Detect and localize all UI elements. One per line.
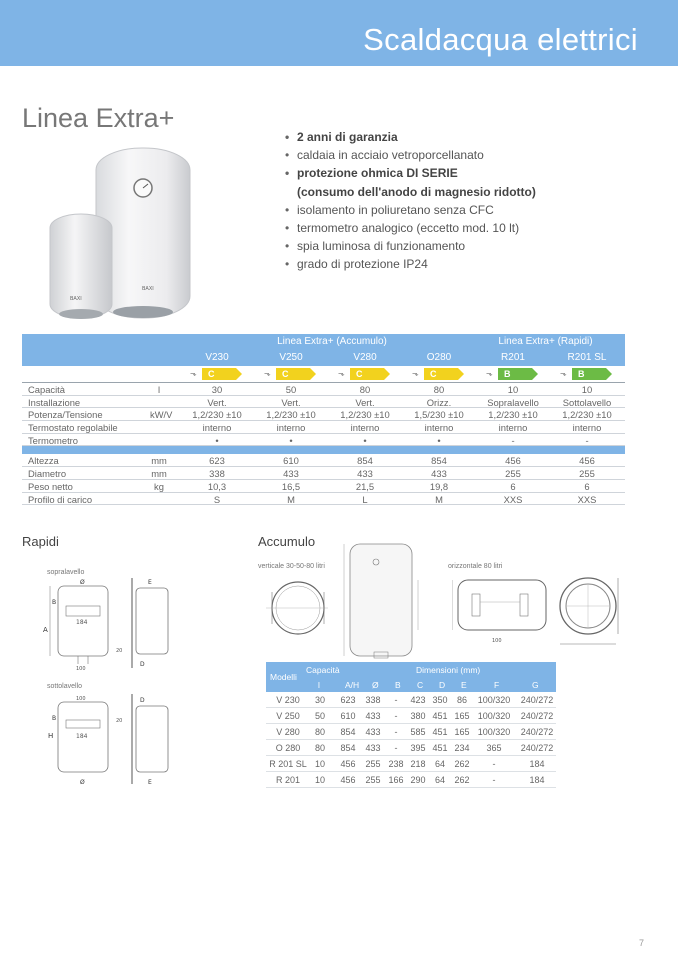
feature-list — [285, 128, 536, 274]
spec-cell: • — [289, 434, 293, 446]
spec-cell: 255 — [579, 468, 595, 480]
spec-cell: • — [215, 434, 219, 446]
brand-logo-large: BAXI — [142, 286, 154, 292]
tap-icon: ⬎ — [560, 369, 567, 378]
dim-label: 20 — [116, 648, 123, 654]
dimension-cell: 50 — [314, 711, 325, 721]
spec-cell: M — [287, 493, 295, 505]
feature-item: • spia luminosa di funzionamento — [285, 237, 536, 255]
dimension-cell: 338 — [365, 695, 381, 705]
dimension-cell: 80 — [314, 743, 325, 753]
dimension-cell: 238 — [388, 759, 404, 769]
spec-cell: 1,2/230 ±10 — [488, 409, 538, 421]
dimension-cell: 433 — [365, 743, 381, 753]
model-col: R201 — [501, 352, 525, 363]
spec-row-label: Installazione — [28, 396, 81, 408]
feature-item: • termometro analogico (eccetto mod. 10 lt) — [285, 219, 536, 237]
dimension-cell: 456 — [340, 759, 356, 769]
spec-cell: Sopralavello — [487, 396, 539, 408]
sub-col: E — [461, 680, 467, 690]
horizontal-end-diagram — [556, 572, 626, 652]
svg-text:A: A — [43, 626, 48, 634]
sub-col: B — [395, 680, 401, 690]
dimension-cell: 234 — [454, 743, 470, 753]
tap-icon: ⬎ — [412, 369, 419, 378]
spec-cell: 854 — [431, 455, 447, 467]
dimension-cell: 30 — [314, 695, 325, 705]
energy-class-badge: C — [202, 368, 236, 380]
spec-cell: 255 — [505, 468, 521, 480]
spec-cell: 338 — [209, 468, 225, 480]
orizzontale-label: orizzontale 80 litri — [448, 563, 503, 570]
dim-label: 100 — [492, 638, 502, 644]
spec-cell: 456 — [579, 455, 595, 467]
energy-class-row — [22, 366, 625, 382]
dimension-cell: 100/320 — [477, 727, 511, 737]
spec-row-unit: l — [157, 384, 161, 395]
spec-table-header — [22, 334, 625, 366]
dim-label: 184 — [76, 733, 88, 740]
col-capacita: Capacità — [306, 665, 340, 675]
product-line-title: Linea Extra+ — [22, 103, 175, 133]
spec-cell: 610 — [283, 455, 299, 467]
dimension-cell: 80 — [314, 727, 325, 737]
feature-item: • caldaia in acciaio vetroporcellanato — [285, 146, 536, 164]
dim-label: 100 — [76, 666, 86, 671]
dimensions-row — [266, 740, 556, 756]
spec-row-label: Altezza — [28, 455, 59, 467]
dimensions-row — [266, 724, 556, 740]
spec-cell: - — [585, 434, 589, 446]
dimension-cell: 166 — [388, 775, 404, 785]
dimensions-row — [266, 692, 556, 708]
model-cell: O 280 — [275, 743, 301, 753]
model-col: V230 — [205, 352, 229, 363]
svg-text:H: H — [48, 732, 54, 740]
dimension-cell: 240/272 — [520, 695, 554, 705]
spec-cell: 1,2/230 ±10 — [266, 409, 316, 421]
energy-class-badge: B — [572, 368, 606, 380]
spec-cell: interno — [350, 422, 380, 434]
dimension-cell: - — [492, 759, 496, 769]
spec-cell: 10 — [507, 384, 519, 395]
spec-row — [22, 467, 625, 480]
spec-cell: interno — [424, 422, 454, 434]
energy-label — [560, 368, 618, 380]
energy-class-badge: C — [350, 368, 384, 380]
spec-row-label: Profilo di carico — [28, 493, 93, 505]
spec-row-unit: mm — [151, 455, 167, 467]
model-cell: V 230 — [276, 695, 300, 705]
dimension-cell: 10 — [314, 775, 325, 785]
sottolavello-label: sottolavello — [47, 683, 83, 690]
spec-cell: interno — [276, 422, 306, 434]
section-title-rapidi: Rapidi — [22, 534, 59, 549]
spec-row-label: Termostato regolabile — [28, 422, 118, 434]
dimension-cell: 240/272 — [520, 711, 554, 721]
sub-col: F — [494, 680, 500, 690]
svg-text:Ø: Ø — [80, 779, 85, 786]
dimension-cell: 854 — [340, 727, 356, 737]
dimension-cell: 380 — [410, 711, 426, 721]
dimension-cell: 433 — [365, 727, 381, 737]
dimension-cell: 350 — [432, 695, 448, 705]
page-header — [0, 0, 678, 66]
col-dimensioni: Dimensioni (mm) — [416, 665, 481, 675]
svg-text:D: D — [140, 661, 145, 668]
spec-row-label: Peso netto — [28, 480, 73, 492]
spec-cell: 6 — [510, 480, 516, 492]
dimension-cell: 64 — [434, 775, 445, 785]
page-title: Scaldacqua elettrici — [363, 22, 638, 57]
feature-item: • 2 anni di garanzia — [285, 128, 536, 146]
spec-cell: 80 — [433, 384, 445, 395]
sottolavello-side-diagram — [130, 692, 180, 787]
dimension-cell: 451 — [432, 743, 448, 753]
spec-row-label: Capacità — [28, 384, 66, 395]
energy-class-badge: C — [424, 368, 458, 380]
group-accumulo: Linea Extra+ (Accumulo) — [277, 336, 387, 347]
feature-item: (consumo dell'anodo di magnesio ridotto) — [297, 184, 536, 199]
spec-cell: 623 — [209, 455, 225, 467]
spec-cell: 1,2/230 ±10 — [192, 409, 242, 421]
spec-cell: Vert. — [207, 396, 227, 408]
spec-row — [22, 454, 625, 467]
spec-cell: 10 — [581, 384, 593, 395]
feature-item: • grado di protezione IP24 — [285, 255, 536, 273]
spec-cell: M — [435, 493, 443, 505]
spec-cell: interno — [498, 422, 528, 434]
model-cell: R 201 — [275, 775, 301, 785]
dim-label: 100 — [76, 696, 86, 702]
spec-row-label: Diametro — [28, 468, 67, 480]
dimensions-row — [266, 756, 556, 772]
dimensions-table — [266, 662, 556, 788]
dimension-cell: 184 — [529, 775, 545, 785]
tap-icon: ⬎ — [338, 369, 345, 378]
energy-label — [412, 368, 470, 380]
dimension-cell: 100/320 — [477, 695, 511, 705]
spec-row — [22, 493, 625, 506]
spec-cell: 10,3 — [207, 480, 227, 492]
dimensions-table-header — [266, 662, 556, 692]
dimension-cell: 255 — [365, 759, 381, 769]
spec-cell: Orizz. — [426, 396, 452, 408]
spec-cell: 19,8 — [429, 480, 449, 492]
sub-col: l — [318, 680, 320, 690]
dimension-cell: 64 — [434, 759, 445, 769]
spec-cell: interno — [202, 422, 232, 434]
dimension-cell: 451 — [432, 711, 448, 721]
sub-col: C — [417, 680, 424, 690]
dimension-cell: 255 — [365, 775, 381, 785]
tap-icon: ⬎ — [264, 369, 271, 378]
spec-cell: 21,5 — [355, 480, 375, 492]
vertical-top-diagram — [262, 572, 332, 642]
dimension-cell: 240/272 — [520, 743, 554, 753]
brand-logo-small: BAXI — [70, 296, 82, 302]
verticale-label: verticale 30-50-80 litri — [258, 563, 325, 570]
svg-text:B: B — [52, 599, 57, 606]
spec-row — [22, 383, 625, 396]
model-cell: V 280 — [276, 727, 300, 737]
dimension-cell: 456 — [340, 775, 356, 785]
spec-cell: 80 — [359, 384, 371, 395]
dimension-cell: 262 — [454, 775, 470, 785]
dim-label: 184 — [76, 619, 88, 626]
dimension-cell: 86 — [456, 695, 467, 705]
spec-table — [22, 334, 625, 505]
svg-text:E: E — [148, 579, 152, 586]
dimension-cell: - — [394, 743, 398, 753]
spec-row-unit: kW/V — [150, 409, 173, 421]
dimension-cell: - — [394, 727, 398, 737]
dimension-cell: 395 — [410, 743, 426, 753]
spec-cell: • — [437, 434, 441, 446]
sub-col: Ø — [372, 680, 379, 690]
dimension-cell: - — [492, 775, 496, 785]
spec-cell: 1,5/230 ±10 — [414, 409, 464, 421]
model-col: R201 SL — [567, 352, 607, 363]
dimension-cell: 585 — [410, 727, 426, 737]
spec-cell: 30 — [211, 384, 223, 395]
model-col: V280 — [353, 352, 377, 363]
spec-cell: L — [362, 493, 368, 505]
spec-cell: 433 — [357, 468, 373, 480]
dimension-cell: 433 — [365, 711, 381, 721]
energy-label — [264, 368, 322, 380]
dimension-cell: - — [394, 695, 398, 705]
sub-col: A/H — [345, 680, 360, 690]
model-col: V250 — [279, 352, 303, 363]
energy-label — [486, 368, 544, 380]
group-rapidi: Linea Extra+ (Rapidi) — [498, 336, 593, 347]
dimension-cell: 623 — [340, 695, 356, 705]
dimension-cell: 290 — [410, 775, 426, 785]
spec-cell: 456 — [505, 455, 521, 467]
spec-row-unit: kg — [154, 480, 164, 492]
energy-class-badge: C — [276, 368, 310, 380]
dimensions-rows — [266, 692, 556, 788]
product-image — [44, 140, 244, 325]
tap-icon: ⬎ — [190, 369, 197, 378]
spec-cell: • — [363, 434, 367, 446]
model-cell: V 250 — [276, 711, 300, 721]
svg-text:D: D — [140, 697, 145, 704]
energy-label — [190, 368, 248, 380]
dimension-cell: 610 — [340, 711, 356, 721]
spec-row — [22, 421, 625, 434]
dimension-cell: 184 — [529, 759, 545, 769]
dimension-cell: 854 — [340, 743, 356, 753]
dimension-cell: 365 — [486, 743, 502, 753]
svg-text:E: E — [148, 779, 152, 786]
spec-cell: Vert. — [355, 396, 375, 408]
spec-cell: 1,2/230 ±10 — [340, 409, 390, 421]
dimension-cell: 165 — [454, 727, 470, 737]
svg-text:Ø: Ø — [80, 579, 85, 586]
dimension-cell: 240/272 — [520, 727, 554, 737]
feature-item: • isolamento in poliuretano senza CFC — [285, 201, 536, 219]
dimension-cell: 262 — [454, 759, 470, 769]
dimension-cell: - — [394, 711, 398, 721]
spec-cell: XXS — [577, 493, 597, 505]
model-cell: R 201 SL — [269, 759, 307, 769]
spec-cell: - — [511, 434, 515, 446]
section-title-accumulo: Accumulo — [258, 534, 316, 549]
spec-row-label: Potenza/Tensione — [28, 409, 103, 421]
dimensions-row — [266, 772, 556, 788]
spec-cell: Vert. — [281, 396, 301, 408]
dimension-cell: 218 — [410, 759, 426, 769]
spec-cell: Sottolavello — [562, 396, 612, 408]
spec-cell: 433 — [431, 468, 447, 480]
spec-cell: S — [213, 493, 221, 505]
vertical-side-diagram — [336, 540, 428, 662]
sub-col: D — [439, 680, 446, 690]
sopralavello-side-diagram — [130, 576, 180, 671]
model-col: O280 — [426, 352, 452, 363]
spec-cell: 6 — [584, 480, 590, 492]
spec-rows-general — [22, 383, 625, 446]
spec-cell: interno — [572, 422, 602, 434]
dimension-cell: 165 — [454, 711, 470, 721]
spec-row — [22, 480, 625, 493]
dimension-cell: 423 — [410, 695, 426, 705]
spec-rows-dimensions — [22, 454, 625, 505]
feature-item: • protezione ohmica DI SERIE — [285, 164, 536, 182]
horizontal-front-diagram — [452, 574, 552, 646]
spec-cell: XXS — [503, 493, 523, 505]
spec-cell: 16,5 — [281, 480, 301, 492]
tap-icon: ⬎ — [486, 369, 493, 378]
spec-cell: 854 — [357, 455, 373, 467]
energy-class-badge: B — [498, 368, 532, 380]
spec-separator — [22, 446, 625, 454]
spec-row-label: Termometro — [28, 434, 79, 446]
spec-cell: 433 — [283, 468, 299, 480]
sub-col: G — [532, 680, 539, 690]
dimension-cell: 100/320 — [477, 711, 511, 721]
spec-row-unit: mm — [151, 468, 167, 480]
spec-row — [22, 408, 625, 421]
dimension-cell: 451 — [432, 727, 448, 737]
dimensions-row — [266, 708, 556, 724]
spec-row — [22, 434, 625, 447]
spec-cell: 1,2/230 ±10 — [562, 409, 612, 421]
spec-row — [22, 396, 625, 409]
svg-text:B: B — [52, 715, 57, 722]
dim-label: 20 — [116, 718, 123, 724]
sopralavello-label: sopralavello — [47, 569, 85, 576]
dimension-cell: 10 — [314, 759, 325, 769]
col-modelli: Modelli — [270, 672, 297, 682]
energy-label — [338, 368, 396, 380]
spec-cell: 50 — [285, 384, 297, 395]
page-number: 7 — [638, 938, 644, 948]
